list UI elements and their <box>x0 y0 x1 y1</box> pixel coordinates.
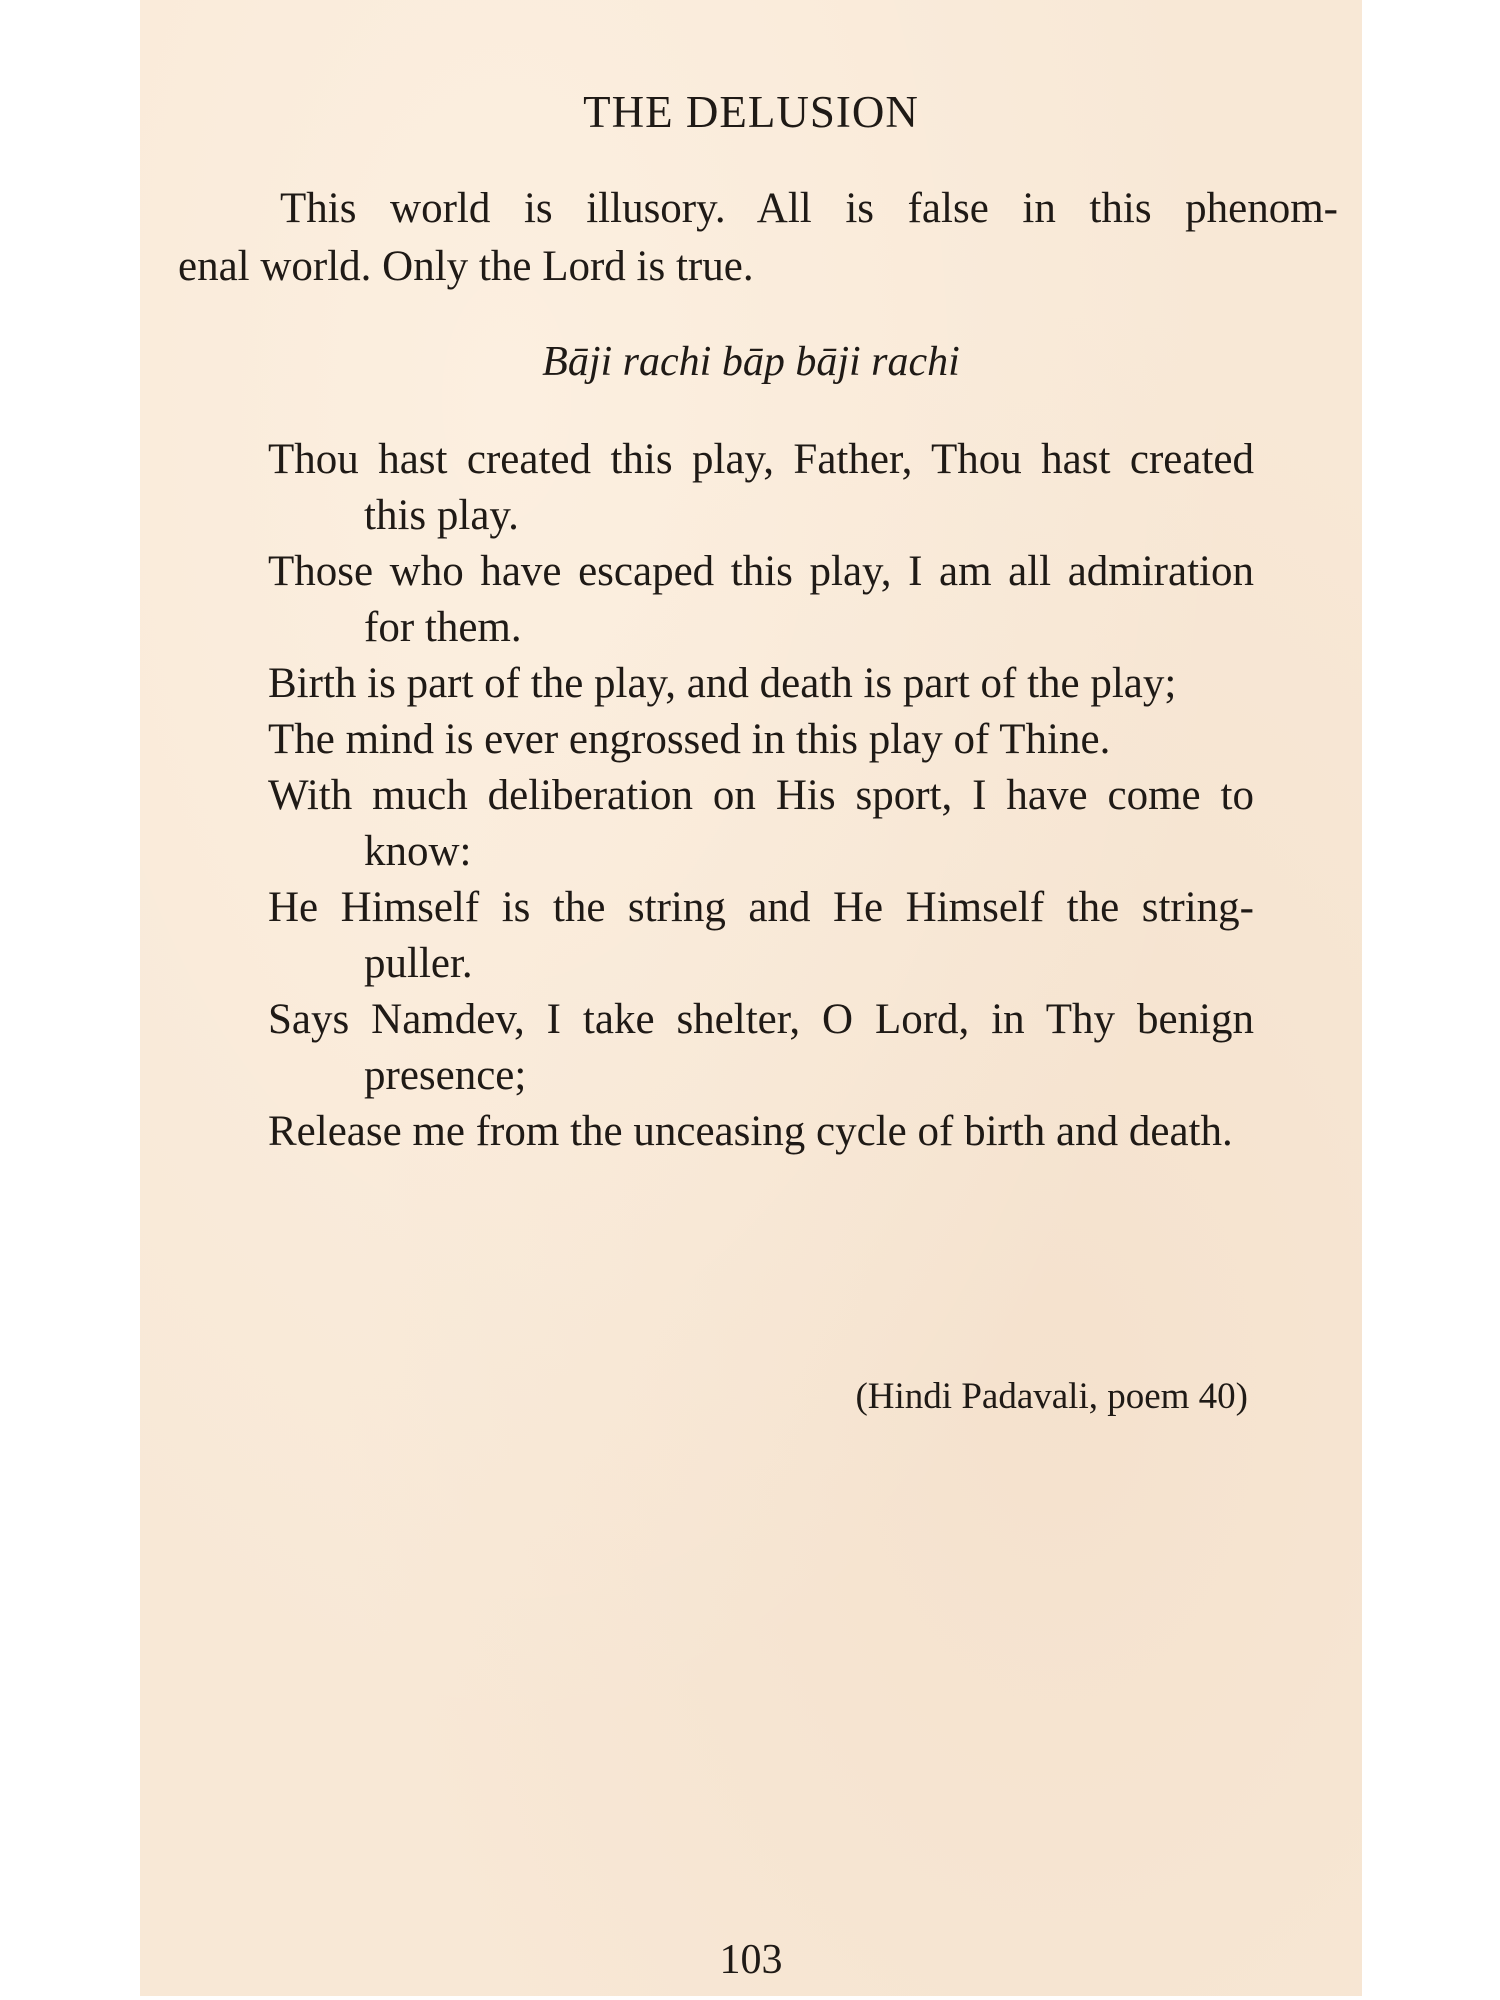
intro-paragraph <box>178 180 1338 296</box>
intro-line-2: enal world. Only the Lord is true. <box>178 243 754 290</box>
poem-line: Those who have escaped this play, I am all admiration for them. <box>268 548 1254 651</box>
page-number: 103 <box>719 1937 783 1983</box>
poem-verse <box>268 432 1254 1160</box>
poem-line: Birth is part of the play, and death is part of the play; <box>268 660 1177 707</box>
poem-subtitle: Bāji rachi bāp bāji rachi <box>542 339 960 385</box>
intro-line-1: This world is illusory. All is false in this phenom- <box>280 185 1338 232</box>
page-title: THE DELUSION <box>583 87 919 137</box>
poem-line: Says Namdev, I take shelter, O Lord, in Thy benign presence; <box>268 996 1254 1099</box>
poem-line: The mind is ever engrossed in this play of Thine. <box>268 716 1111 763</box>
source-citation: (Hindi Padavali, poem 40) <box>855 1376 1248 1417</box>
poem-line: He Himself is the string and He Himself the string-puller. <box>268 884 1254 987</box>
poem-line: Release me from the unceasing cycle of birth and death. <box>268 1108 1233 1155</box>
poem-line: With much deliberation on His sport, I have come to know: <box>268 772 1254 875</box>
book-page <box>140 0 1362 1996</box>
poem-line: Thou hast created this play, Father, Thou hast created this play. <box>268 436 1254 539</box>
